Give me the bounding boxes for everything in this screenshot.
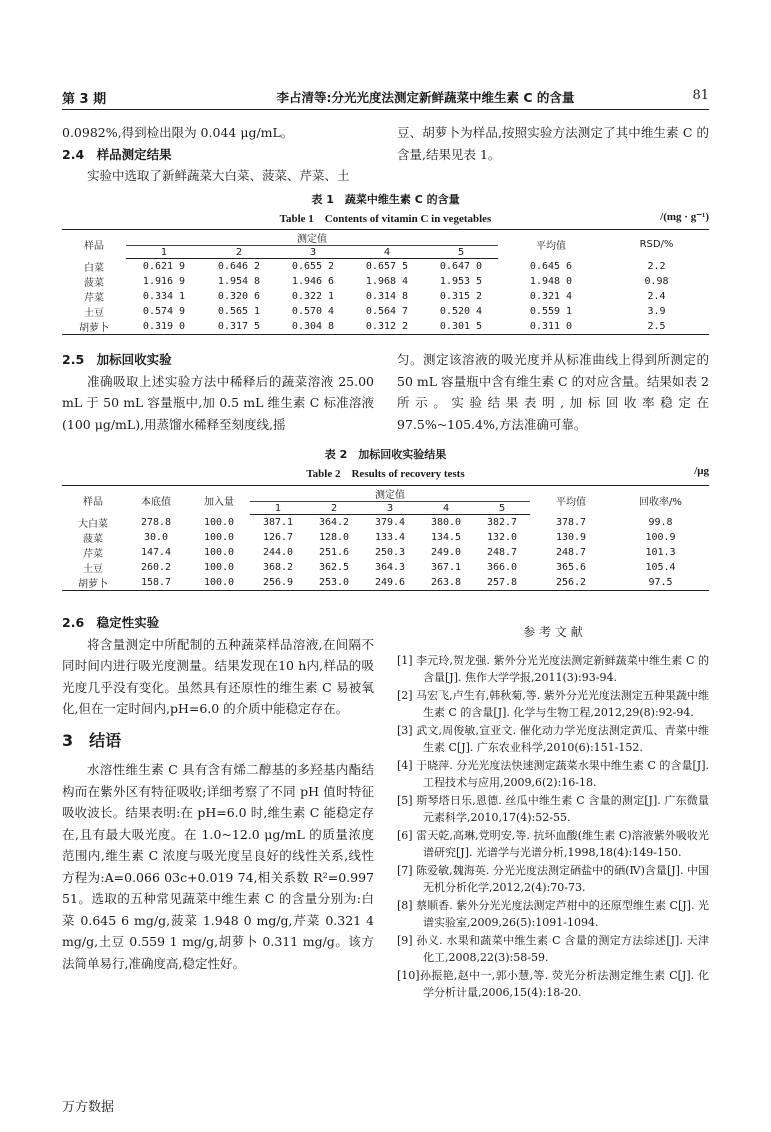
table-row xyxy=(62,259,709,274)
value-cell: 0.314 8 xyxy=(365,290,409,302)
top-left-column xyxy=(62,122,374,187)
value-cell: 100.0 xyxy=(203,561,235,573)
sample-name-cell: 胡萝卜 xyxy=(62,319,126,335)
sample-name-cell: 土豆 xyxy=(84,307,104,319)
table-row xyxy=(62,274,709,289)
value-cell: 249.6 xyxy=(362,575,418,591)
value-cell: 365.6 xyxy=(555,561,587,573)
references xyxy=(397,624,709,1002)
value-cell: 0.322 1 xyxy=(291,290,335,302)
value-cell: 250.3 xyxy=(374,546,406,558)
value-cell: 100.0 xyxy=(203,531,235,543)
table1-header-rsd: RSD/% xyxy=(604,230,709,259)
value-cell: 260.2 xyxy=(140,561,172,573)
value-cell: 0.334 1 xyxy=(142,290,186,302)
reference-item: [10]孙振艳,赵中一,郭小慧,等. 荧光分析法测定维生素 C[J]. 化学分析计量,2006,15(4):18-20. xyxy=(397,968,709,999)
value-cell: 101.3 xyxy=(645,546,676,558)
section-2-4-paragraph: 实验中选取了新鲜蔬菜大白菜、菠菜、芹菜、土 xyxy=(87,168,350,183)
value-cell: 362.5 xyxy=(318,561,350,573)
section-2-5-continuation: 匀。测定该溶液的吸光度并从标准曲线上得到所测定的 50 mL 容量瓶中含有维生素 C 的对应含量。结果如表 2 所示。实验结果表明,加标回收率稳定在 97.5%~105.4%,方法准确可靠。 xyxy=(397,352,709,432)
value-cell: 248.7 xyxy=(555,546,587,558)
value-cell: 97.5 xyxy=(612,575,709,591)
value-cell: 0.312 2 xyxy=(350,319,424,335)
table1-subheader: 4 xyxy=(350,246,424,259)
mid-left-column xyxy=(62,349,374,435)
table1-subheader: 5 xyxy=(424,246,498,259)
sample-name-cell: 土豆 xyxy=(83,563,103,575)
value-cell: 133.4 xyxy=(374,531,406,543)
reference-item: [1] 李元玲,贺龙强. 紫外分光光度法测定新鲜蔬菜中维生素 C 的含量[J]. 焦作大学学报,2011(3):93-94. xyxy=(397,653,709,684)
value-cell: 0.647 0 xyxy=(439,260,483,272)
bottom-left-column xyxy=(62,612,374,974)
mid-right-column xyxy=(397,349,709,435)
reference-item: [9] 孙义. 水果和蔬菜中维生素 C 含量的测定方法综述[J]. 天津化工,2008,22(3):58-59. xyxy=(397,933,709,964)
value-cell: 130.9 xyxy=(555,531,587,543)
value-cell: 1.916 9 xyxy=(142,275,186,287)
value-cell: 1.954 8 xyxy=(217,275,261,287)
table1-subheader: 3 xyxy=(276,246,350,259)
value-cell: 253.0 xyxy=(306,575,362,591)
value-cell: 256.9 xyxy=(250,575,306,591)
issue-number: 第 3 期 xyxy=(62,92,107,107)
value-cell: 134.5 xyxy=(430,531,462,543)
table1-header-sample: 样品 xyxy=(62,230,126,259)
sample-name-cell: 菠菜 xyxy=(84,277,104,289)
value-cell: 100.0 xyxy=(203,546,235,558)
value-cell: 147.4 xyxy=(140,546,172,558)
value-cell: 366.0 xyxy=(486,561,518,573)
value-cell: 248.7 xyxy=(486,546,518,558)
section-2-6-paragraph: 将含量测定中所配制的五种蔬菜样品溶液,在间隔不同时间内进行吸光度测量。结果发现在10 h内,样品的吸光度几乎没有变化。虽然具有还原性的维生素 C 易被氧化,但在一定时间内,pH=6.0 的介质中能稳定存在。 xyxy=(62,636,374,716)
sample-name-cell: 菠菜 xyxy=(83,533,103,545)
value-cell: 0.646 2 xyxy=(217,260,261,272)
table1-subheader: 2 xyxy=(202,246,276,259)
value-cell: 278.8 xyxy=(140,516,172,528)
value-cell: 0.520 4 xyxy=(439,305,483,317)
table2-subheader: 1 xyxy=(250,502,306,515)
table2 xyxy=(62,485,709,591)
table1-header-mean: 平均值 xyxy=(498,230,604,259)
section-2-5-paragraph: 准确吸取上述实验方法中稀释后的蔬菜溶液 25.00 mL 于 50 mL 容量瓶中,加 0.5 mL 维生素 C 标准溶液(100 μg/mL),用蒸馏水稀释至刻度线,摇 xyxy=(62,373,374,432)
value-cell: 1.948 0 xyxy=(529,275,573,287)
reference-item: [2] 马宏飞,卢生有,韩秋菊,等. 紫外分光光度法测定五种果蔬中维生素 C 的含量[J]. 化学与生物工程,2012,29(8):92-94. xyxy=(397,688,709,719)
value-cell: 2.4 xyxy=(647,290,666,302)
value-cell: 0.304 8 xyxy=(276,319,350,335)
value-cell: 251.6 xyxy=(318,546,350,558)
table-row xyxy=(62,319,709,335)
value-cell: 0.645 6 xyxy=(529,260,573,272)
watermark-footer: 万方数据 xyxy=(62,1100,115,1115)
value-cell: 0.301 5 xyxy=(424,319,498,335)
value-cell: 0.574 9 xyxy=(142,305,186,317)
section-2-6-heading: 2.6 稳定性实验 xyxy=(62,615,160,630)
value-cell: 263.8 xyxy=(418,575,474,591)
value-cell: 0.98 xyxy=(644,275,669,287)
table2-header-measured: 测定值 xyxy=(250,486,530,502)
value-cell: 100.0 xyxy=(188,575,250,591)
value-cell: 1.953 5 xyxy=(439,275,483,287)
reference-item: [4] 于晓萍. 分光光度法快速测定蔬菜水果中维生素 C 的含量[J]. 工程技术与应用,2009,6(2):16-18. xyxy=(397,758,709,789)
sample-name-cell: 胡萝卜 xyxy=(62,575,124,591)
sample-name-cell: 芹菜 xyxy=(84,292,104,304)
sample-name-cell: 大白菜 xyxy=(78,518,108,530)
value-cell: 0.621 9 xyxy=(142,260,186,272)
value-cell: 387.1 xyxy=(262,516,294,528)
table2-subheader: 5 xyxy=(474,502,530,515)
section-2-4-continuation: 豆、胡萝卜为样品,按照实验方法测定了其中维生素 C 的含量,结果见表 1。 xyxy=(397,125,709,162)
reference-item: [8] 蔡顺香. 紫外分光光度法测定芦柑中的还原型维生素 C[J]. 光谱实验室,2009,26(5):1091-1094. xyxy=(397,898,709,929)
value-cell: 378.7 xyxy=(555,516,587,528)
table-row xyxy=(62,560,709,575)
table-row xyxy=(62,545,709,560)
references-title: 参 考 文 献 xyxy=(523,625,583,639)
value-cell: 105.4 xyxy=(645,561,676,573)
table2-subheader: 4 xyxy=(418,502,474,515)
value-cell: 379.4 xyxy=(374,516,406,528)
page-number: 81 xyxy=(692,88,709,103)
table1-title-en: Table 1 Contents of vitamin C in vegetables xyxy=(279,213,492,225)
value-cell: 0.655 2 xyxy=(291,260,335,272)
reference-item: [7] 陈爱敏,魏海英. 分光光度法测定硒盐中的硒(Ⅳ)含量[J]. 中国无机分析化学,2012,2(4):70-73. xyxy=(397,863,709,894)
value-cell: 0.311 0 xyxy=(498,319,604,335)
table2-caption xyxy=(62,446,709,481)
table2-header-sample: 样品 xyxy=(62,486,124,515)
running-header xyxy=(62,86,709,110)
value-cell: 0.321 4 xyxy=(529,290,573,302)
reference-item: [5] 斯琴塔日乐,恩德. 丝瓜中维生素 C 含量的测定[J]. 广东微量元素科学,2010,17(4):52-55. xyxy=(397,793,709,824)
section-2-4-heading: 2.4 样品测定结果 xyxy=(62,146,172,162)
table2-unit: /μg xyxy=(694,465,709,477)
value-cell: 0.564 7 xyxy=(365,305,409,317)
value-cell: 257.8 xyxy=(474,575,530,591)
value-cell: 1.968 4 xyxy=(365,275,409,287)
running-title: 李占清等:分光光度法测定新鲜蔬菜中维生素 C 的含量 xyxy=(276,90,575,105)
value-cell: 0.565 1 xyxy=(217,305,261,317)
value-cell: 30.0 xyxy=(143,531,169,543)
section-2-5-heading: 2.5 加标回收实验 xyxy=(62,352,172,367)
value-cell: 244.0 xyxy=(262,546,294,558)
value-cell: 2.2 xyxy=(647,260,666,272)
value-cell: 0.315 2 xyxy=(439,290,483,302)
value-cell: 364.3 xyxy=(374,561,406,573)
table2-header-recovery: 回收率/% xyxy=(612,486,709,515)
value-cell: 1.946 6 xyxy=(291,275,335,287)
reference-item: [6] 雷天乾,高琳,党明安,等. 抗坏血酸(维生素 C)溶液紫外吸收光谱研究[J]. 光谱学与光谱分析,1998,18(4):149-150. xyxy=(397,828,709,859)
table2-header-added: 加入量 xyxy=(188,486,250,515)
table1-title-zh: 表 1 蔬菜中维生素 C 的含量 xyxy=(311,193,460,206)
value-cell: 256.2 xyxy=(530,575,612,591)
value-cell: 0.317 5 xyxy=(202,319,276,335)
value-cell: 100.9 xyxy=(645,531,676,543)
value-cell: 100.0 xyxy=(203,516,235,528)
detection-limit-text: 0.0982%,得到检出限为 0.044 μg/mL。 xyxy=(62,125,294,140)
value-cell: 0.657 5 xyxy=(365,260,409,272)
value-cell: 126.7 xyxy=(262,531,294,543)
value-cell: 380.0 xyxy=(430,516,462,528)
reference-list xyxy=(397,652,709,1002)
value-cell: 132.0 xyxy=(486,531,518,543)
value-cell: 99.8 xyxy=(648,516,673,528)
sample-name-cell: 芹菜 xyxy=(83,548,103,560)
value-cell: 3.9 xyxy=(647,305,666,317)
table2-subheader: 3 xyxy=(362,502,418,515)
table2-subheader: 2 xyxy=(306,502,362,515)
table2-title-zh: 表 2 加标回收实验结果 xyxy=(324,448,447,461)
value-cell: 368.2 xyxy=(262,561,294,573)
table-row xyxy=(62,530,709,545)
table1-caption xyxy=(62,191,709,226)
value-cell: 249.0 xyxy=(430,546,462,558)
table1-unit: /(mg · g⁻¹) xyxy=(660,211,709,223)
sample-name-cell: 白菜 xyxy=(84,262,104,274)
value-cell: 367.1 xyxy=(430,561,462,573)
value-cell: 128.0 xyxy=(318,531,350,543)
top-right-column xyxy=(397,122,709,165)
table2-header-mean: 平均值 xyxy=(530,486,612,515)
table-row xyxy=(62,575,709,591)
table-row xyxy=(62,289,709,304)
table1-header-measured: 测定值 xyxy=(126,230,498,246)
value-cell: 0.559 1 xyxy=(529,305,573,317)
value-cell: 0.320 6 xyxy=(217,290,261,302)
table-row xyxy=(62,515,709,530)
reference-item: [3] 武文,周俊敏,宣亚文. 催化动力学光度法测定黄瓜、青菜中维生素 C[J]. 广东农业科学,2010(6):151-152. xyxy=(397,723,709,754)
value-cell: 382.7 xyxy=(486,516,518,528)
value-cell: 364.2 xyxy=(318,516,350,528)
table1 xyxy=(62,229,709,335)
section-3-heading: 3 结语 xyxy=(62,730,122,750)
table1-subheader: 1 xyxy=(126,246,202,259)
table2-title-en: Table 2 Results of recovery tests xyxy=(306,468,465,480)
value-cell: 158.7 xyxy=(124,575,188,591)
value-cell: 0.319 0 xyxy=(126,319,202,335)
conclusion-paragraph: 水溶性维生素 C 具有含有烯二醇基的多羟基内酯结构而在紫外区有特征吸收;详细考察了不同 pH 值时特征吸收波长。结果表明:在 pH=6.0 时,维生素 C 能稳定存在,且有最大吸光度。在 1.0~12.0 μg/mL 的质量浓度范围内,维生素 C 浓度与吸光度呈良好的线性关系,线性方程为:A=0.066 03c+0.019 74,相关系数 R²=0.997 51。选取的五种常见蔬菜中维生素 C 的含量分别为:白菜 0.645 6 mg/g,菠菜 1.948 0 mg/g,芹菜 0.321 4 mg/g,土豆 0.559 1 mg/g,胡萝卜 0.311 mg/g。该方法简单易行,准确度高,稳定性好。 xyxy=(62,762,374,971)
table-row xyxy=(62,304,709,319)
value-cell: 2.5 xyxy=(604,319,709,335)
table2-header-base: 本底值 xyxy=(124,486,188,515)
value-cell: 0.570 4 xyxy=(291,305,335,317)
